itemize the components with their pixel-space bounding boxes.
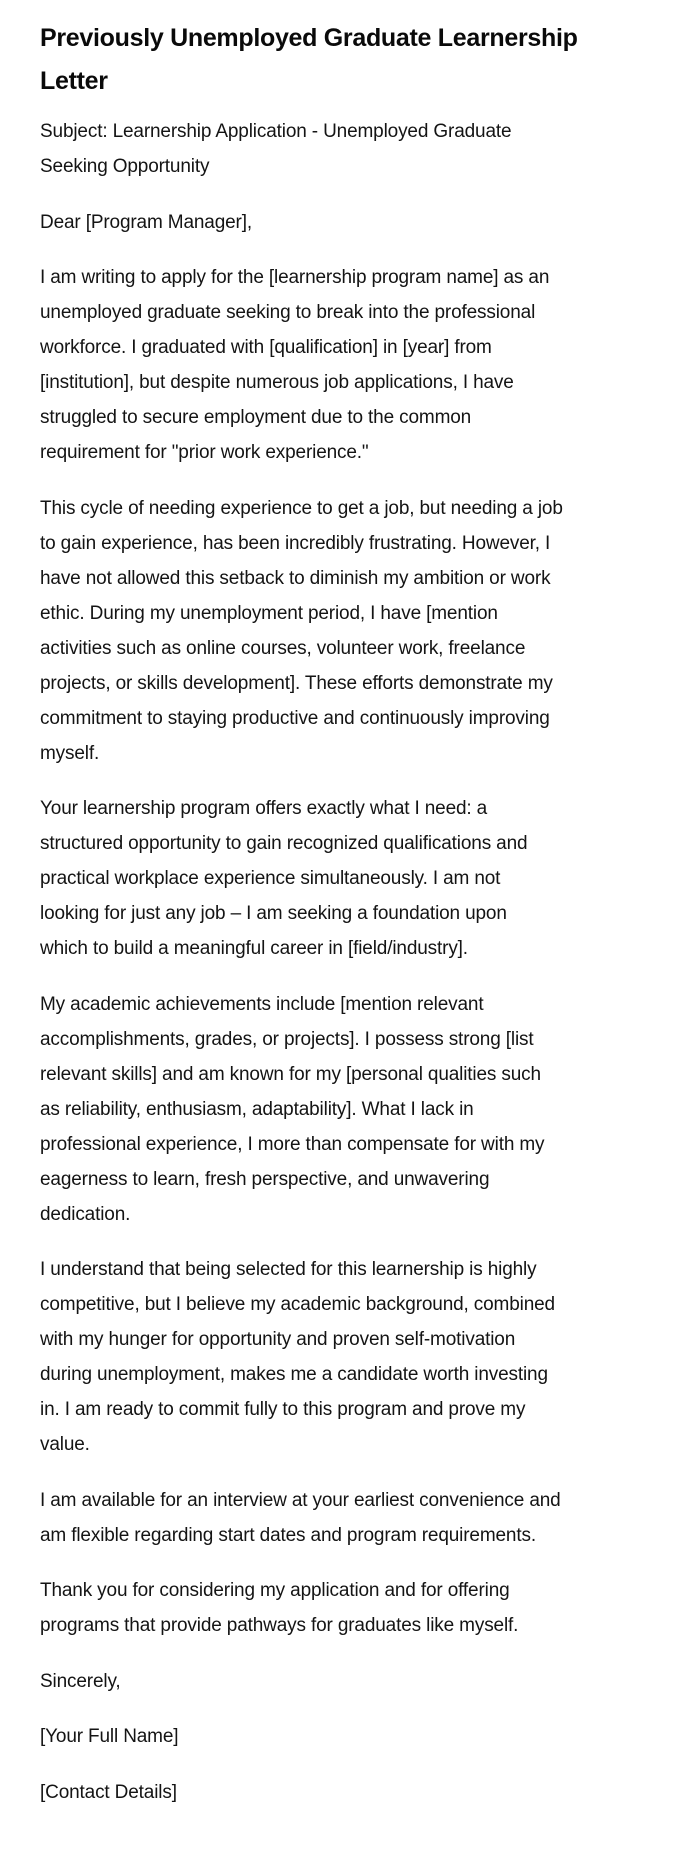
title-line: Letter — [40, 67, 108, 95]
subject-line — [40, 114, 660, 184]
text-line: looking for just any job – I am seeking a foundation upon — [40, 903, 507, 924]
salutation — [40, 205, 660, 240]
signature-name — [40, 1719, 660, 1754]
text-line: eagerness to learn, fresh perspective, and unwavering — [40, 1168, 490, 1190]
letter-title — [40, 17, 660, 103]
closing — [40, 1664, 660, 1699]
text-line: with my hunger for opportunity and proven self-motivation — [40, 1329, 516, 1350]
text-line: in. I am ready to commit fully to this program and prove my — [40, 1399, 526, 1420]
body-paragraph-3 — [40, 791, 660, 966]
body-paragraph-6 — [40, 1483, 660, 1553]
text-line: workforce. I graduated with [qualification] in [year] from — [40, 337, 492, 358]
text-line: activities such as online courses, volunteer work, freelance — [40, 637, 526, 659]
text-line: ethic. During my unemployment period, I have [mention — [40, 602, 498, 624]
contact-details — [40, 1775, 660, 1810]
text-line: projects, or skills development]. These efforts demonstrate my — [40, 672, 553, 694]
body-paragraph-1 — [40, 260, 660, 470]
text-line: Thank you for considering my application and for offering — [40, 1580, 510, 1601]
text-line: to gain experience, has been incredibly frustrating. However, I — [40, 532, 551, 554]
text-line: I am available for an interview at your earliest convenience and — [40, 1489, 561, 1511]
text-line: competitive, but I believe my academic background, combined — [40, 1294, 555, 1315]
text-line: myself. — [40, 742, 100, 764]
text-line: My academic achievements include [mention relevant — [40, 993, 484, 1015]
text-line: I am writing to apply for the [learnership program name] as an — [40, 267, 550, 288]
text-line: [Contact Details] — [40, 1781, 177, 1803]
text-line: [Your Full Name] — [40, 1726, 179, 1747]
text-line: practical workplace experience simultaneously. I am not — [40, 868, 501, 889]
text-line: which to build a meaningful career in [field/industry]. — [40, 938, 468, 959]
body-paragraph-5 — [40, 1252, 660, 1462]
text-line: unemployed graduate seeking to break into the professional — [40, 302, 536, 323]
text-line: [institution], but despite numerous job applications, I have — [40, 372, 514, 393]
text-line: dedication. — [40, 1203, 131, 1225]
text-line: This cycle of needing experience to get a job, but needing a job — [40, 497, 563, 519]
body-paragraph-7 — [40, 1573, 660, 1643]
text-line: requirement for "prior work experience." — [40, 442, 369, 463]
text-line: commitment to staying productive and continuously improving — [40, 707, 550, 729]
text-line: am flexible regarding start dates and program requirements. — [40, 1524, 536, 1546]
text-line: Dear [Program Manager], — [40, 211, 252, 233]
body-paragraph-4 — [40, 987, 660, 1232]
body-paragraph-2 — [40, 491, 660, 771]
text-line: structured opportunity to gain recognized qualifications and — [40, 833, 528, 854]
text-line: during unemployment, makes me a candidate worth investing — [40, 1364, 548, 1385]
text-line: struggled to secure employment due to the common — [40, 407, 472, 428]
text-line: accomplishments, grades, or projects]. I possess strong [list — [40, 1028, 534, 1050]
text-line: I understand that being selected for this learnership is highly — [40, 1259, 537, 1280]
text-line: Your learnership program offers exactly what I need: a — [40, 798, 488, 819]
text-line: Seeking Opportunity — [40, 156, 210, 177]
text-line: as reliability, enthusiasm, adaptability]. What I lack in — [40, 1098, 474, 1120]
text-line: Sincerely, — [40, 1670, 121, 1692]
text-line: value. — [40, 1434, 90, 1455]
text-line: relevant skills] and am known for my [personal qualities such — [40, 1063, 541, 1085]
text-line: programs that provide pathways for graduates like myself. — [40, 1615, 519, 1636]
text-line: professional experience, I more than compensate for with my — [40, 1133, 545, 1155]
title-line: Previously Unemployed Graduate Learnership — [40, 24, 578, 52]
text-line: Subject: Learnership Application - Unemployed Graduate — [40, 121, 512, 142]
text-line: have not allowed this setback to diminish my ambition or work — [40, 567, 551, 589]
